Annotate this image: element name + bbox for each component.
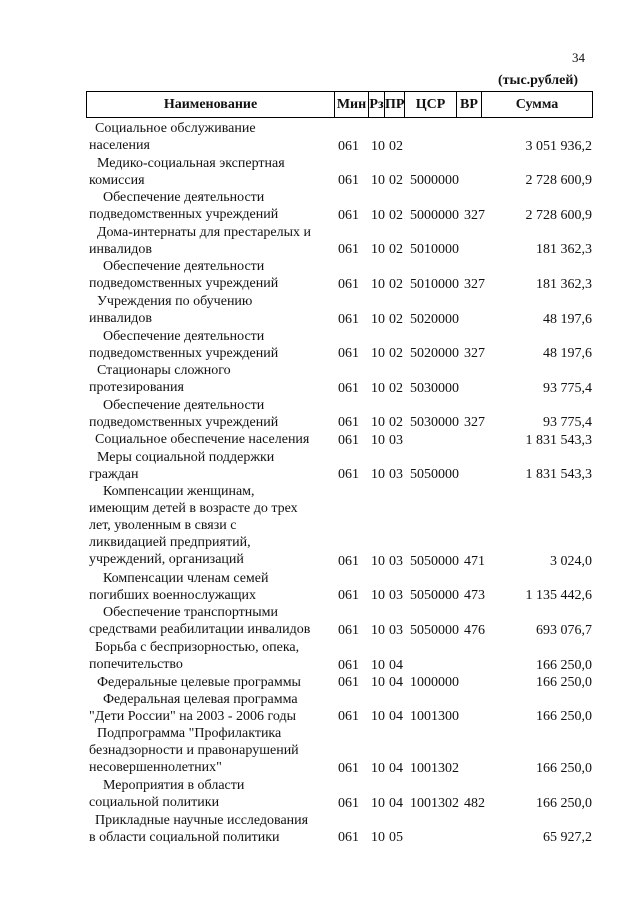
header-name: Наименование xyxy=(163,97,258,112)
code-rz: 10 xyxy=(371,830,385,846)
code-pr: 04 xyxy=(389,761,403,777)
row-name xyxy=(89,483,339,568)
code-min: 061 xyxy=(338,830,359,846)
row-sum: 3 051 936,2 xyxy=(525,138,592,154)
row-codes xyxy=(338,276,492,293)
row-name-line: инвалидов xyxy=(89,241,152,257)
code-csr: 5050000 xyxy=(410,588,459,604)
code-rz: 10 xyxy=(371,346,385,362)
code-min: 061 xyxy=(338,346,359,362)
code-min: 061 xyxy=(338,276,359,292)
row-name-line: Социальное обеспечение населения xyxy=(95,432,310,448)
row-name-line: имеющим детей в возрасте до трех xyxy=(89,501,298,517)
code-rz: 10 xyxy=(371,311,385,327)
code-rz: 10 xyxy=(371,380,385,396)
code-rz: 10 xyxy=(371,242,385,258)
row-name-line: Борьба с беспризорностью, опека, xyxy=(95,639,300,655)
code-csr: 1001302 xyxy=(410,795,459,811)
row-sum: 65 927,2 xyxy=(543,830,592,846)
row-name-line: Обеспечение деятельности xyxy=(103,328,265,344)
code-pr: 04 xyxy=(389,657,403,673)
row-name-line: подведомственных учреждений xyxy=(89,414,279,430)
code-rz: 10 xyxy=(371,415,385,431)
row-name-line: Федеральная целевая программа xyxy=(103,691,298,707)
code-vr: 482 xyxy=(464,795,485,811)
row-sum: 1 135 442,6 xyxy=(525,588,592,604)
row-name-line: социальной политики xyxy=(89,795,220,811)
table-row xyxy=(0,691,640,726)
table-row xyxy=(0,431,640,448)
row-codes xyxy=(338,622,492,639)
code-min: 061 xyxy=(338,588,359,604)
row-name-line: инвалидов xyxy=(89,310,152,326)
code-min: 061 xyxy=(338,173,359,189)
row-codes xyxy=(338,345,492,362)
code-vr: 327 xyxy=(464,276,485,292)
code-pr: 04 xyxy=(389,674,403,690)
code-pr: 03 xyxy=(389,467,403,483)
row-codes xyxy=(338,760,492,777)
code-rz: 10 xyxy=(371,709,385,725)
row-name xyxy=(89,397,339,431)
code-rz: 10 xyxy=(371,432,385,448)
code-min: 061 xyxy=(338,380,359,396)
row-sum: 1 831 543,3 xyxy=(525,467,592,483)
code-pr: 02 xyxy=(389,138,403,154)
table-row xyxy=(0,293,640,328)
row-codes xyxy=(338,674,492,691)
code-pr: 03 xyxy=(389,553,403,569)
table-row xyxy=(0,449,640,484)
code-csr: 5020000 xyxy=(410,346,459,362)
row-codes xyxy=(338,466,492,483)
code-min: 061 xyxy=(338,709,359,725)
code-min: 061 xyxy=(338,432,359,448)
code-vr: 471 xyxy=(464,553,485,569)
row-name xyxy=(89,449,339,483)
table-row xyxy=(0,155,640,190)
row-sum: 3 024,0 xyxy=(550,553,592,569)
header-sum: Сумма xyxy=(481,92,592,117)
code-csr: 1001302 xyxy=(410,761,459,777)
code-csr: 5050000 xyxy=(410,622,459,638)
table-row xyxy=(0,639,640,674)
header-csr: ЦСР xyxy=(404,92,456,117)
row-sum: 166 250,0 xyxy=(536,761,592,777)
row-name-line: в области социальной политики xyxy=(89,829,280,845)
table-row xyxy=(0,362,640,397)
code-min: 061 xyxy=(338,622,359,638)
row-codes xyxy=(338,380,492,397)
row-name-line: безнадзорности и правонарушений xyxy=(89,743,299,759)
code-csr: 5050000 xyxy=(410,553,459,569)
code-csr: 5030000 xyxy=(410,415,459,431)
row-name-line: ликвидацией предприятий, xyxy=(89,535,251,551)
row-name xyxy=(89,328,339,362)
row-codes xyxy=(338,138,492,155)
row-name-line: Компенсации членам семей xyxy=(103,570,269,586)
row-name-line: Подпрограмма "Профилактика xyxy=(97,726,282,742)
row-name-line: попечительство xyxy=(89,656,183,672)
row-name-line: Обеспечение деятельности xyxy=(103,397,265,413)
code-vr: 476 xyxy=(464,622,485,638)
row-sum: 2 728 600,9 xyxy=(525,207,592,223)
table-row xyxy=(0,483,640,570)
code-min: 061 xyxy=(338,415,359,431)
code-csr: 5050000 xyxy=(410,467,459,483)
code-rz: 10 xyxy=(371,795,385,811)
code-csr: 5000000 xyxy=(410,173,459,189)
table-row xyxy=(0,224,640,259)
row-name xyxy=(89,362,339,396)
code-rz: 10 xyxy=(371,467,385,483)
row-name-line: населения xyxy=(89,138,150,153)
code-rz: 10 xyxy=(371,173,385,189)
row-name-line: несовершеннолетних" xyxy=(89,760,222,776)
code-pr: 02 xyxy=(389,242,403,258)
table-row xyxy=(0,674,640,691)
code-min: 061 xyxy=(338,553,359,569)
budget-table-body xyxy=(0,120,640,846)
row-name xyxy=(89,812,339,846)
code-rz: 10 xyxy=(371,553,385,569)
code-vr: 327 xyxy=(464,346,485,362)
code-min: 061 xyxy=(338,207,359,223)
row-codes xyxy=(338,553,492,570)
table-row xyxy=(0,604,640,639)
table-row xyxy=(0,812,640,847)
row-sum: 166 250,0 xyxy=(536,657,592,673)
table-row xyxy=(0,777,640,812)
row-name-line: "Дети России" на 2003 - 2006 годы xyxy=(89,708,297,724)
row-name xyxy=(89,725,339,776)
table-row xyxy=(0,725,640,777)
row-codes xyxy=(338,311,492,328)
row-name xyxy=(89,604,339,638)
row-sum: 166 250,0 xyxy=(536,709,592,725)
code-pr: 03 xyxy=(389,622,403,638)
header-min: Мин xyxy=(334,92,368,117)
row-name-line: подведомственных учреждений xyxy=(89,207,279,223)
row-name-line: Дома-интернаты для престарелых и xyxy=(97,224,312,240)
table-row xyxy=(0,120,640,155)
table-row xyxy=(0,258,640,293)
row-name xyxy=(89,691,339,725)
row-name xyxy=(89,293,339,327)
code-pr: 04 xyxy=(389,795,403,811)
code-pr: 02 xyxy=(389,415,403,431)
code-csr: 5030000 xyxy=(410,380,459,396)
table-row xyxy=(0,397,640,432)
table-row xyxy=(0,189,640,224)
row-codes xyxy=(338,207,492,224)
units-label: (тыс.рублей) xyxy=(498,73,579,88)
row-name-line: Компенсации женщинам, xyxy=(103,484,255,500)
code-pr: 02 xyxy=(389,276,403,292)
code-min: 061 xyxy=(338,467,359,483)
code-rz: 10 xyxy=(371,588,385,604)
code-csr: 5010000 xyxy=(410,242,459,258)
row-name xyxy=(89,120,339,154)
row-name-line: Мероприятия в области xyxy=(103,778,245,794)
row-sum: 181 362,3 xyxy=(536,242,592,258)
code-vr: 327 xyxy=(464,207,485,223)
row-name-line: Обеспечение деятельности xyxy=(103,259,265,275)
code-csr: 5000000 xyxy=(410,207,459,223)
row-name-line: Социальное обслуживание xyxy=(95,121,256,136)
row-name xyxy=(89,431,339,448)
row-sum: 93 775,4 xyxy=(543,380,592,396)
row-sum: 166 250,0 xyxy=(536,674,592,690)
row-sum: 2 728 600,9 xyxy=(525,173,592,189)
row-codes xyxy=(338,414,492,431)
row-codes xyxy=(338,172,492,189)
code-pr: 05 xyxy=(389,830,403,846)
row-name-line: комиссия xyxy=(89,172,145,188)
table-row xyxy=(0,328,640,363)
code-csr: 1001300 xyxy=(410,709,459,725)
code-min: 061 xyxy=(338,242,359,258)
row-name-line: Прикладные научные исследования xyxy=(95,812,309,828)
code-pr: 03 xyxy=(389,588,403,604)
row-codes xyxy=(338,241,492,258)
row-name xyxy=(89,224,339,258)
row-name-line: лет, уволенным в связи с xyxy=(89,518,237,534)
row-name-line: подведомственных учреждений xyxy=(89,276,279,292)
code-min: 061 xyxy=(338,674,359,690)
row-name xyxy=(89,674,339,691)
code-rz: 10 xyxy=(371,761,385,777)
row-name xyxy=(89,777,339,811)
row-sum: 181 362,3 xyxy=(536,276,592,292)
row-name-line: Медико-социальная экспертная xyxy=(97,155,285,171)
row-sum: 93 775,4 xyxy=(543,415,592,431)
table-header xyxy=(86,91,593,118)
row-name-line: Обеспечение транспортными xyxy=(103,605,279,621)
row-codes xyxy=(338,829,492,846)
row-name-line: Обеспечение деятельности xyxy=(103,190,265,206)
row-codes xyxy=(338,795,492,812)
header-rz: Рз xyxy=(368,92,384,117)
code-min: 061 xyxy=(338,657,359,673)
code-pr: 04 xyxy=(389,709,403,725)
row-sum: 1 831 543,3 xyxy=(525,432,592,448)
code-vr: 473 xyxy=(464,588,485,604)
row-name xyxy=(89,155,339,189)
header-pr: ПР xyxy=(384,92,404,117)
code-pr: 02 xyxy=(389,311,403,327)
code-pr: 02 xyxy=(389,380,403,396)
code-rz: 10 xyxy=(371,207,385,223)
row-name-line: подведомственных учреждений xyxy=(89,345,279,361)
row-name-line: погибших военнослужащих xyxy=(89,587,257,603)
row-name-line: учреждений, организаций xyxy=(89,552,244,568)
header-vr: ВР xyxy=(456,92,481,117)
row-codes xyxy=(338,587,492,604)
code-min: 061 xyxy=(338,761,359,777)
row-name-line: протезирования xyxy=(89,380,184,396)
code-rz: 10 xyxy=(371,622,385,638)
code-pr: 03 xyxy=(389,432,403,448)
row-sum: 48 197,6 xyxy=(543,311,592,327)
page-number: 34 xyxy=(572,50,585,65)
code-csr: 1000000 xyxy=(410,674,459,690)
code-csr: 5010000 xyxy=(410,276,459,292)
row-name-line: Учреждения по обучению xyxy=(97,293,253,309)
code-pr: 02 xyxy=(389,207,403,223)
table-row xyxy=(0,570,640,605)
code-rz: 10 xyxy=(371,674,385,690)
row-sum: 166 250,0 xyxy=(536,795,592,811)
code-vr: 327 xyxy=(464,415,485,431)
code-pr: 02 xyxy=(389,346,403,362)
code-rz: 10 xyxy=(371,657,385,673)
row-name xyxy=(89,258,339,292)
code-pr: 02 xyxy=(389,173,403,189)
row-sum: 693 076,7 xyxy=(536,622,592,638)
code-min: 061 xyxy=(338,795,359,811)
row-sum: 48 197,6 xyxy=(543,346,592,362)
row-name-line: Меры социальной поддержки xyxy=(97,449,275,465)
row-name-line: граждан xyxy=(89,466,139,482)
code-min: 061 xyxy=(338,311,359,327)
row-codes xyxy=(338,432,492,449)
row-name xyxy=(89,189,339,223)
code-rz: 10 xyxy=(371,276,385,292)
code-rz: 10 xyxy=(371,138,385,154)
row-name-line: Федеральные целевые программы xyxy=(97,674,301,690)
code-min: 061 xyxy=(338,138,359,154)
code-csr: 5020000 xyxy=(410,311,459,327)
row-name-line: Стационары сложного xyxy=(97,363,231,379)
row-name-line: средствами реабилитации инвалидов xyxy=(89,622,311,638)
row-codes xyxy=(338,657,492,674)
row-name xyxy=(89,639,339,673)
row-name xyxy=(89,570,339,604)
row-codes xyxy=(338,708,492,725)
